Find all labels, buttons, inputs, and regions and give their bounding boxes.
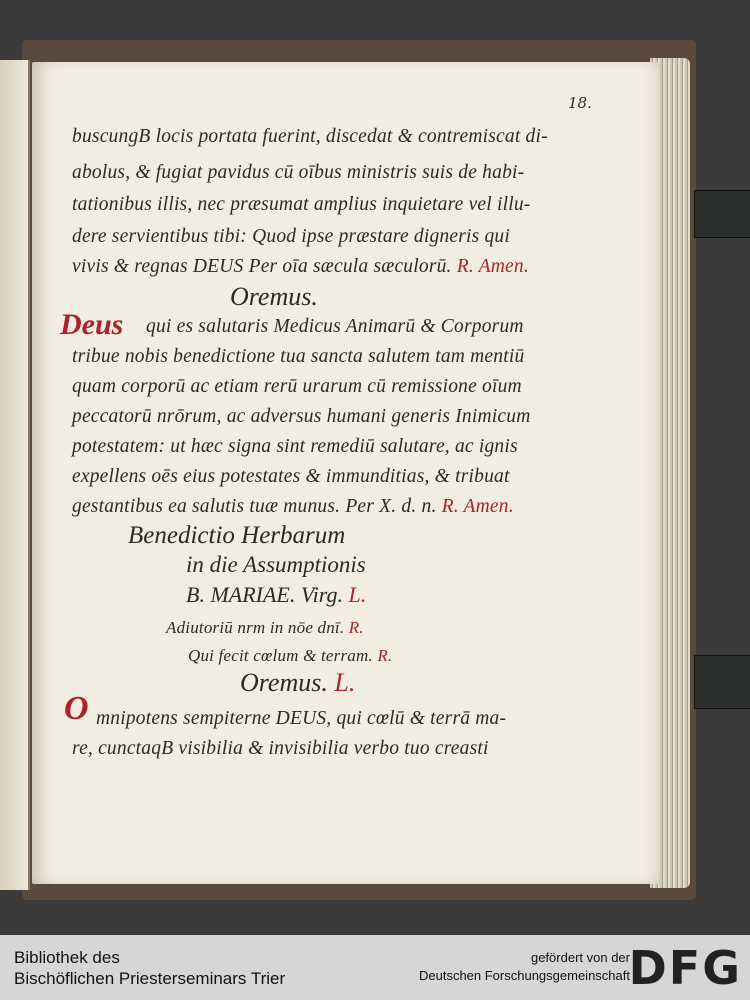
text-line-12	[72, 496, 514, 518]
text-line-5-body: vivis & regnas DEUS Per oīa sæcula sæculorū.	[72, 256, 452, 277]
oremus-heading-2-rubric: L.	[334, 668, 356, 697]
benedictio-heading-line-3-rubric: L.	[348, 582, 367, 607]
text-line-13: mnipotens sempiterne DEUS, qui cœlū & terrā ma-	[96, 708, 507, 729]
benedictio-heading-line-1: Benedictio Herbarum	[128, 522, 346, 549]
response-qui-fecit-rubric: R.	[377, 646, 393, 665]
response-amen-2: R. Amen.	[441, 496, 514, 517]
library-name-line-2: Bischöflichen Priesterseminars Trier	[14, 969, 286, 988]
versicle-adiutorium	[166, 618, 364, 638]
text-line-2: abolus, & fugiat pavidus cū oībus ministris suis de habi-	[72, 162, 525, 183]
clasp-tab-bottom	[694, 655, 750, 709]
text-line-8: quam corporū ac etiam rerū urarum cū remissione oīum	[72, 376, 522, 397]
versicle-adiutorium-rubric: R.	[348, 618, 364, 637]
benedictio-heading-line-3	[186, 582, 366, 608]
versicle-adiutorium-text: Adiutoriū nrm in nōe dnī.	[166, 618, 345, 637]
initial-omnipotens: O	[64, 690, 89, 727]
text-line-4: dere servientibus tibi: Quod ipse præstare digneris qui	[72, 226, 510, 247]
text-line-12-body: gestantibus ea salutis tuæ munus. Per X. d. n.	[72, 496, 437, 517]
text-line-6: qui es salutaris Medicus Animarū & Corporum	[146, 316, 524, 337]
library-name	[14, 947, 285, 989]
left-page-edge	[0, 60, 30, 890]
oremus-heading-1: Oremus.	[230, 282, 318, 311]
text-line-7: tribue nobis benedictione tua sancta salutem tam mentiū	[72, 346, 525, 367]
funding-note-line-2: Deutschen Forschungsgemeinschaft	[418, 968, 630, 983]
initial-deus: Deus	[60, 308, 124, 341]
clasp-tab-top	[694, 190, 750, 238]
response-qui-fecit-text: Qui fecit cœlum & terram.	[188, 646, 373, 665]
text-line-11: expellens oēs eius potestates & immunditias, & tribuat	[72, 466, 510, 487]
benedictio-heading-line-2: in die Assumptionis	[186, 552, 366, 577]
benedictio-heading-line-3-body: B. MARIAE. Virg.	[186, 582, 344, 607]
dfg-logo: DFG	[628, 941, 742, 995]
response-qui-fecit	[188, 646, 392, 666]
text-line-14: re, cunctaqB visibilia & invisibilia verbo tuo creasti	[72, 738, 489, 759]
folio-number: 18.	[568, 94, 592, 112]
text-line-1: buscungB locis portata fuerint, discedat & contremiscat di-	[72, 126, 548, 147]
response-amen-1: R. Amen.	[456, 256, 529, 277]
oremus-heading-2	[240, 668, 355, 698]
funding-note-line-1: gefördert von der	[530, 950, 630, 965]
text-line-5	[72, 256, 529, 278]
oremus-heading-2-text: Oremus.	[240, 668, 328, 697]
text-line-3: tationibus illis, nec præsumat amplius inquietare vel illu-	[72, 194, 531, 215]
text-line-9: peccatorū nrōrum, ac adversus humani generis Inimicum	[72, 406, 531, 427]
library-name-line-1: Bibliothek des	[14, 948, 120, 967]
funding-note	[419, 949, 630, 985]
footer-bar	[0, 935, 750, 1000]
text-line-10: potestatem: ut hæc signa sint remediū salutare, ac ignis	[72, 436, 518, 457]
